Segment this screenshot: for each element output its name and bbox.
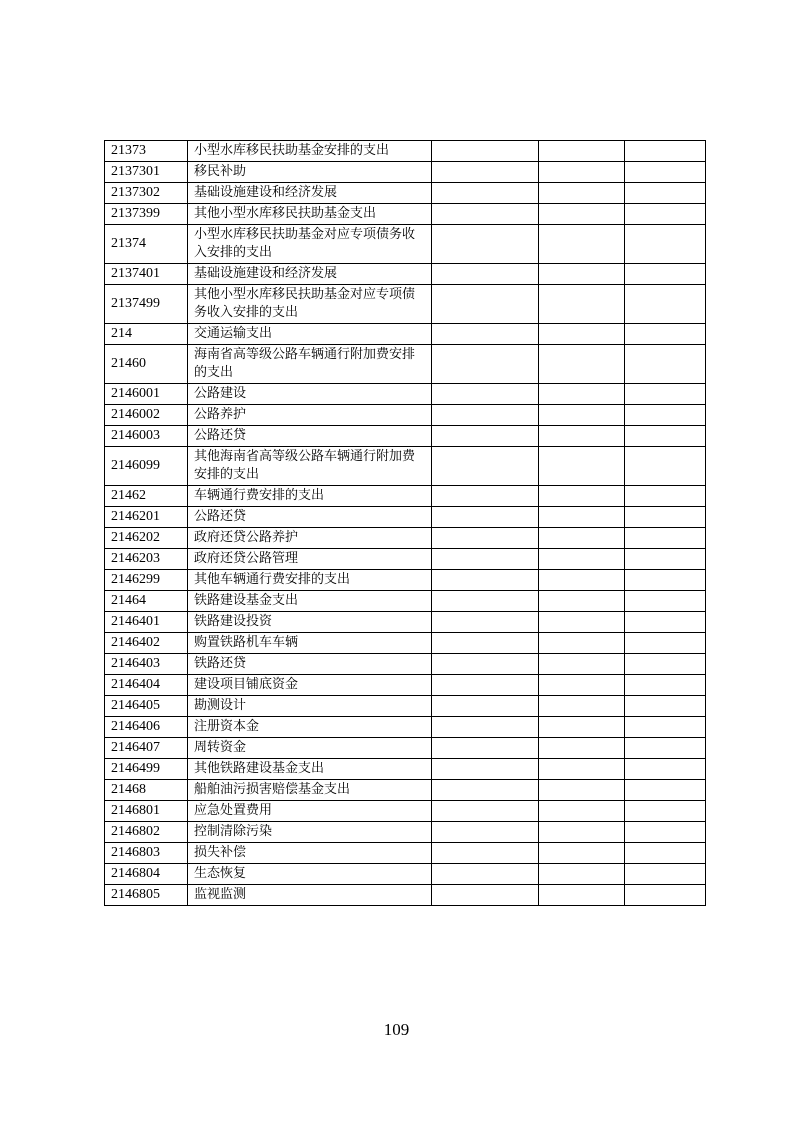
- account-name-cell: 铁路建设投资: [188, 612, 432, 633]
- account-name-cell: 小型水库移民扶助基金对应专项债务收入安排的支出: [188, 225, 432, 264]
- account-name-cell: 基础设施建设和经济发展: [188, 183, 432, 204]
- account-name-cell: 公路还贷: [188, 507, 432, 528]
- account-code-cell: 2146202: [105, 528, 188, 549]
- empty-value-cell: [625, 885, 706, 906]
- table-row: [105, 759, 706, 780]
- empty-value-cell: [432, 528, 539, 549]
- table-row: [105, 162, 706, 183]
- table-row: [105, 633, 706, 654]
- empty-value-cell: [539, 183, 625, 204]
- table-row: [105, 864, 706, 885]
- table-row: [105, 612, 706, 633]
- empty-value-cell: [625, 447, 706, 486]
- empty-value-cell: [625, 696, 706, 717]
- empty-value-cell: [432, 570, 539, 591]
- empty-value-cell: [432, 426, 539, 447]
- account-name-cell: 其他小型水库移民扶助基金对应专项债务收入安排的支出: [188, 285, 432, 324]
- empty-value-cell: [432, 183, 539, 204]
- account-code-cell: 21468: [105, 780, 188, 801]
- table-row: [105, 447, 706, 486]
- empty-value-cell: [539, 780, 625, 801]
- empty-value-cell: [625, 780, 706, 801]
- empty-value-cell: [625, 324, 706, 345]
- account-code-cell: 2146002: [105, 405, 188, 426]
- empty-value-cell: [539, 204, 625, 225]
- empty-value-cell: [625, 264, 706, 285]
- account-name-cell: 建设项目铺底资金: [188, 675, 432, 696]
- account-code-cell: 21462: [105, 486, 188, 507]
- account-code-cell: 2137499: [105, 285, 188, 324]
- empty-value-cell: [539, 864, 625, 885]
- empty-value-cell: [432, 264, 539, 285]
- empty-value-cell: [539, 345, 625, 384]
- account-name-cell: 其他海南省高等级公路车辆通行附加费安排的支出: [188, 447, 432, 486]
- empty-value-cell: [539, 738, 625, 759]
- table-row: [105, 822, 706, 843]
- empty-value-cell: [625, 405, 706, 426]
- empty-value-cell: [625, 738, 706, 759]
- empty-value-cell: [625, 141, 706, 162]
- empty-value-cell: [432, 225, 539, 264]
- account-code-cell: 2146001: [105, 384, 188, 405]
- account-code-cell: 2146407: [105, 738, 188, 759]
- empty-value-cell: [625, 759, 706, 780]
- table-row: [105, 384, 706, 405]
- account-code-cell: 2146402: [105, 633, 188, 654]
- budget-table: [104, 140, 706, 906]
- account-name-cell: 其他铁路建设基金支出: [188, 759, 432, 780]
- empty-value-cell: [539, 264, 625, 285]
- account-name-cell: 生态恢复: [188, 864, 432, 885]
- account-name-cell: 基础设施建设和经济发展: [188, 264, 432, 285]
- account-name-cell: 公路建设: [188, 384, 432, 405]
- account-name-cell: 勘测设计: [188, 696, 432, 717]
- table-row: [105, 405, 706, 426]
- empty-value-cell: [539, 405, 625, 426]
- empty-value-cell: [432, 801, 539, 822]
- empty-value-cell: [625, 183, 706, 204]
- empty-value-cell: [432, 885, 539, 906]
- account-code-cell: 2146804: [105, 864, 188, 885]
- empty-value-cell: [539, 570, 625, 591]
- account-code-cell: 2146404: [105, 675, 188, 696]
- empty-value-cell: [625, 285, 706, 324]
- empty-value-cell: [432, 384, 539, 405]
- account-code-cell: 21460: [105, 345, 188, 384]
- account-code-cell: 2146406: [105, 717, 188, 738]
- empty-value-cell: [432, 612, 539, 633]
- empty-value-cell: [432, 486, 539, 507]
- empty-value-cell: [625, 204, 706, 225]
- empty-value-cell: [625, 507, 706, 528]
- table-row: [105, 780, 706, 801]
- account-name-cell: 政府还贷公路养护: [188, 528, 432, 549]
- account-name-cell: 小型水库移民扶助基金安排的支出: [188, 141, 432, 162]
- table-row: [105, 324, 706, 345]
- account-name-cell: 监视监测: [188, 885, 432, 906]
- empty-value-cell: [539, 591, 625, 612]
- account-code-cell: 21464: [105, 591, 188, 612]
- account-code-cell: 2146401: [105, 612, 188, 633]
- account-code-cell: 2146003: [105, 426, 188, 447]
- account-code-cell: 2146403: [105, 654, 188, 675]
- empty-value-cell: [432, 864, 539, 885]
- table-row: [105, 141, 706, 162]
- empty-value-cell: [432, 285, 539, 324]
- empty-value-cell: [625, 528, 706, 549]
- empty-value-cell: [432, 675, 539, 696]
- empty-value-cell: [539, 612, 625, 633]
- table-row: [105, 204, 706, 225]
- account-code-cell: 2137399: [105, 204, 188, 225]
- empty-value-cell: [625, 591, 706, 612]
- account-name-cell: 损失补偿: [188, 843, 432, 864]
- account-name-cell: 周转资金: [188, 738, 432, 759]
- empty-value-cell: [432, 324, 539, 345]
- empty-value-cell: [432, 405, 539, 426]
- empty-value-cell: [539, 822, 625, 843]
- account-code-cell: 2146203: [105, 549, 188, 570]
- empty-value-cell: [625, 633, 706, 654]
- account-code-cell: 2137401: [105, 264, 188, 285]
- empty-value-cell: [432, 591, 539, 612]
- empty-value-cell: [432, 507, 539, 528]
- account-name-cell: 应急处置费用: [188, 801, 432, 822]
- empty-value-cell: [432, 447, 539, 486]
- empty-value-cell: [432, 780, 539, 801]
- account-name-cell: 控制清除污染: [188, 822, 432, 843]
- account-code-cell: 2146802: [105, 822, 188, 843]
- empty-value-cell: [625, 486, 706, 507]
- table-row: [105, 549, 706, 570]
- empty-value-cell: [625, 384, 706, 405]
- account-name-cell: 车辆通行费安排的支出: [188, 486, 432, 507]
- empty-value-cell: [539, 384, 625, 405]
- account-name-cell: 铁路还贷: [188, 654, 432, 675]
- empty-value-cell: [432, 843, 539, 864]
- empty-value-cell: [432, 759, 539, 780]
- empty-value-cell: [539, 843, 625, 864]
- account-name-cell: 移民补助: [188, 162, 432, 183]
- table-row: [105, 426, 706, 447]
- empty-value-cell: [432, 162, 539, 183]
- empty-value-cell: [432, 345, 539, 384]
- table-row: [105, 507, 706, 528]
- account-code-cell: 2146803: [105, 843, 188, 864]
- table-row: [105, 225, 706, 264]
- empty-value-cell: [625, 162, 706, 183]
- table-row: [105, 591, 706, 612]
- empty-value-cell: [625, 801, 706, 822]
- empty-value-cell: [539, 141, 625, 162]
- account-name-cell: 购置铁路机车车辆: [188, 633, 432, 654]
- table-row: [105, 264, 706, 285]
- account-code-cell: 2146201: [105, 507, 188, 528]
- empty-value-cell: [539, 447, 625, 486]
- empty-value-cell: [625, 654, 706, 675]
- empty-value-cell: [625, 864, 706, 885]
- account-name-cell: 公路养护: [188, 405, 432, 426]
- empty-value-cell: [539, 885, 625, 906]
- empty-value-cell: [539, 225, 625, 264]
- empty-value-cell: [539, 717, 625, 738]
- empty-value-cell: [539, 696, 625, 717]
- table-row: [105, 570, 706, 591]
- empty-value-cell: [625, 570, 706, 591]
- empty-value-cell: [539, 654, 625, 675]
- empty-value-cell: [539, 426, 625, 447]
- table-row: [105, 183, 706, 204]
- table-body: [105, 141, 706, 906]
- empty-value-cell: [432, 141, 539, 162]
- table-row: [105, 675, 706, 696]
- table-row: [105, 801, 706, 822]
- empty-value-cell: [432, 204, 539, 225]
- empty-value-cell: [432, 717, 539, 738]
- empty-value-cell: [625, 717, 706, 738]
- account-code-cell: 2146299: [105, 570, 188, 591]
- table-row: [105, 345, 706, 384]
- empty-value-cell: [432, 654, 539, 675]
- account-code-cell: 2137302: [105, 183, 188, 204]
- table-row: [105, 717, 706, 738]
- empty-value-cell: [625, 612, 706, 633]
- table-row: [105, 843, 706, 864]
- empty-value-cell: [625, 549, 706, 570]
- empty-value-cell: [539, 759, 625, 780]
- empty-value-cell: [625, 822, 706, 843]
- empty-value-cell: [539, 324, 625, 345]
- empty-value-cell: [432, 633, 539, 654]
- empty-value-cell: [539, 162, 625, 183]
- empty-value-cell: [432, 696, 539, 717]
- account-name-cell: 公路还贷: [188, 426, 432, 447]
- account-code-cell: 2146099: [105, 447, 188, 486]
- account-name-cell: 船舶油污损害赔偿基金支出: [188, 780, 432, 801]
- account-name-cell: 其他小型水库移民扶助基金支出: [188, 204, 432, 225]
- table-row: [105, 528, 706, 549]
- account-name-cell: 铁路建设基金支出: [188, 591, 432, 612]
- empty-value-cell: [539, 285, 625, 324]
- account-code-cell: 2146805: [105, 885, 188, 906]
- empty-value-cell: [539, 675, 625, 696]
- empty-value-cell: [539, 549, 625, 570]
- account-name-cell: 交通运输支出: [188, 324, 432, 345]
- account-code-cell: 2146405: [105, 696, 188, 717]
- empty-value-cell: [432, 549, 539, 570]
- account-name-cell: 海南省高等级公路车辆通行附加费安排的支出: [188, 345, 432, 384]
- empty-value-cell: [625, 675, 706, 696]
- empty-value-cell: [539, 528, 625, 549]
- account-code-cell: 2146801: [105, 801, 188, 822]
- account-name-cell: 政府还贷公路管理: [188, 549, 432, 570]
- table-row: [105, 885, 706, 906]
- account-code-cell: 21373: [105, 141, 188, 162]
- empty-value-cell: [625, 426, 706, 447]
- empty-value-cell: [625, 225, 706, 264]
- empty-value-cell: [625, 345, 706, 384]
- table-row: [105, 486, 706, 507]
- account-code-cell: 21374: [105, 225, 188, 264]
- table-row: [105, 738, 706, 759]
- page-number: 109: [383, 1020, 410, 1039]
- table-row: [105, 696, 706, 717]
- empty-value-cell: [432, 822, 539, 843]
- account-code-cell: 2146499: [105, 759, 188, 780]
- empty-value-cell: [539, 801, 625, 822]
- empty-value-cell: [539, 486, 625, 507]
- empty-value-cell: [539, 633, 625, 654]
- account-name-cell: 注册资本金: [188, 717, 432, 738]
- table-row: [105, 285, 706, 324]
- account-code-cell: 214: [105, 324, 188, 345]
- empty-value-cell: [432, 738, 539, 759]
- account-name-cell: 其他车辆通行费安排的支出: [188, 570, 432, 591]
- empty-value-cell: [539, 507, 625, 528]
- table-row: [105, 654, 706, 675]
- account-code-cell: 2137301: [105, 162, 188, 183]
- empty-value-cell: [625, 843, 706, 864]
